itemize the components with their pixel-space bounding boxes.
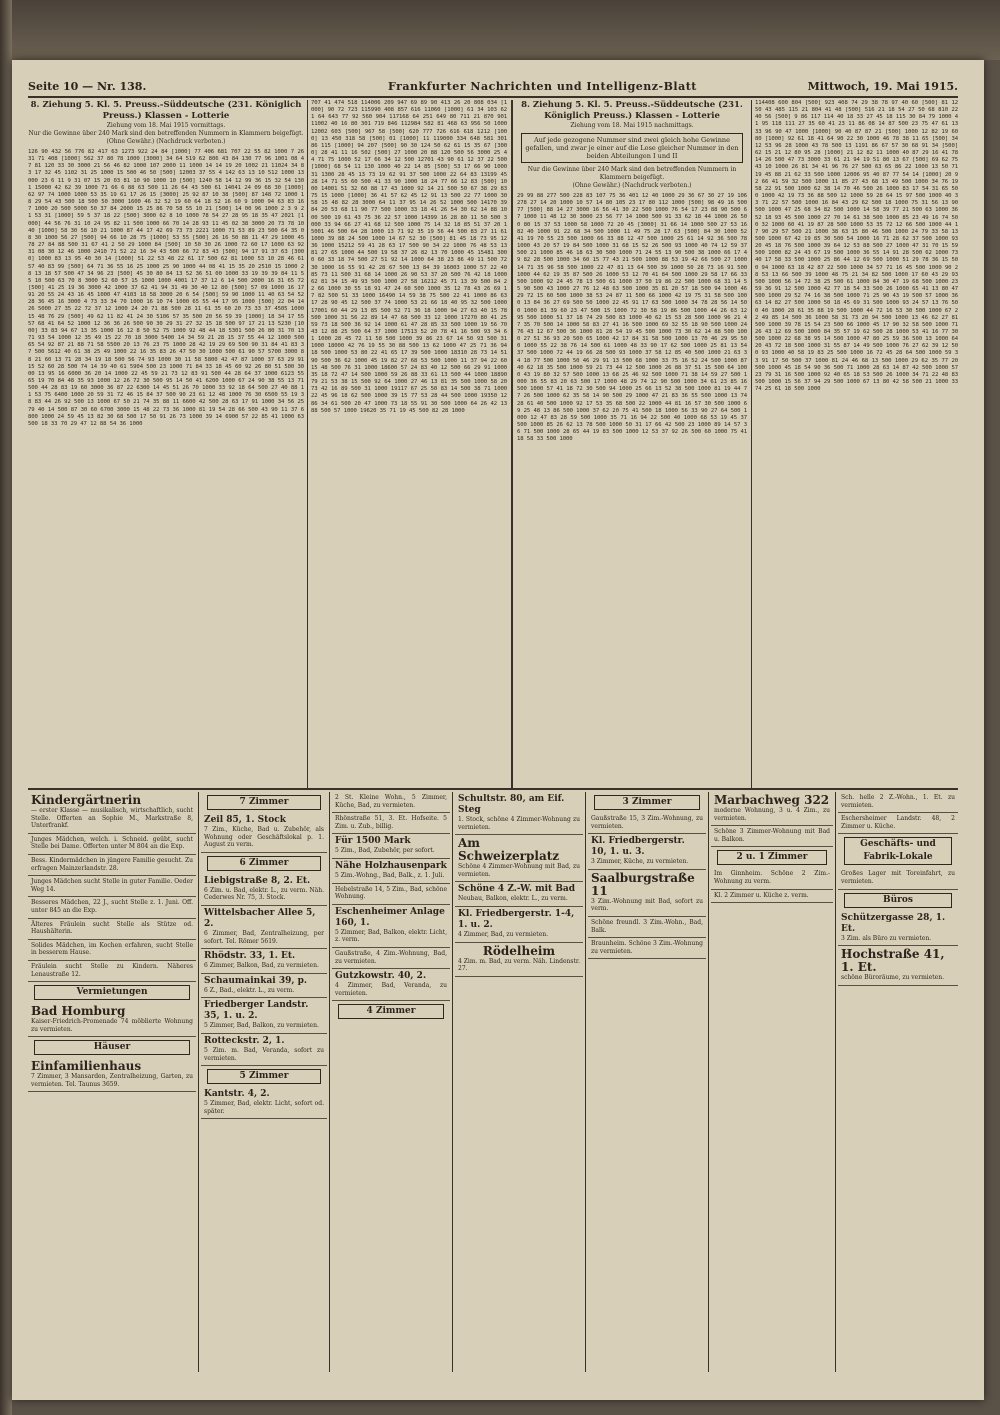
ad-text: 4 Zimmer, Bad, zu vermieten. — [458, 930, 549, 938]
ad-text: 5 Zim. m. Bad, Veranda, sofort zu vermieten. — [204, 1046, 324, 1062]
ad-text: Großes Lager mit Toreinfahrt, zu vermieten. — [841, 870, 955, 885]
ad-headline: Nähe Holzhausenpark — [335, 860, 447, 871]
ad-text: Fräulein sucht Stelle zu Kindern. Näheres Lenaustraße 12. — [31, 962, 193, 978]
ad-item — [455, 792, 583, 835]
ad-text: Neubau, Balkon, elektr. L., zu verm. — [458, 895, 568, 903]
ad-text: 4 Zimmer, Bad, Veranda, zu vermieten. — [335, 982, 447, 997]
ad-text: Junges Mädchen sucht Stelle in guter Familie. Oeder Weg 14. — [31, 878, 193, 893]
ad-item — [588, 813, 706, 834]
ad-text: 5 Zim., Bad, Zubehör, per sofort. — [335, 847, 435, 855]
lottery-numbers: 707 41 474 518 114006 209 947 69 89 90 413 26 20 808 034 [1000] 90 72 723 115990 408 857 616 11060 [1000] 61 34 103 621 64 643 77 92 560 904 117168 64 251 649 80 711 21 870 901 11002 40 16 80 301 719 846 112984 582 81 468 63 956 50 1000 12002 603 [500] 967 58 [500] 620 777 726 616 618 1212 [1000] 13 450 318 58 [500] 01 [1000] 11 119000 334 648 581 301 86 115 [1000] 94 207 [500] 90 30 124 50 62 61 15 35 67 [3000] 28 41 11 16 502 [500] 27 1000 20 88 120 500 56 3000 25 44 71 75 1000 52 17 66 34 12 500 12701 43 90 61 12 37 22 500 [1000] 68 54 11 130 1000 40 22 14 85 [500] 53 17 66 90 1000 31 1300 28 45 13 73 19 62 91 37 500 1000 22 64 83 13199 45 28 14 71 55 60 500 41 33 90 1000 18 24 77 66 12 83 [500] 1000 14001 51 32 60 88 17 43 1000 92 14 21 500 50 67 38 29 83 75 15 1000 [1000] 36 41 57 62 45 12 91 13 500 22 77 1000 30 58 15 48 82 28 3000 64 11 37 95 14 26 52 1000 500 14170 39 84 20 53 68 11 90 77 500 1000 33 18 41 26 54 30 62 14 88 1000 500 19 61 43 75 36 22 57 1000 14399 16 28 80 11 50 500 3000 33 94 66 27 41 68 12 500 1000 75 14 32 18 85 51 37 20 15001 46 500 64 28 1000 13 71 92 35 19 56 44 500 83 27 11 61 1000 39 88 24 500 1000 14 67 52 30 [500] 81 45 18 73 95 12 36 1000 15212 59 41 28 63 17 500 90 34 22 1000 76 48 53 13 81 27 65 1000 44 500 19 58 37 26 82 13 70 1000 45 15481 3000 60 33 18 74 500 27 51 92 14 1000 64 38 23 86 49 11 500 72 30 1000 16 55 91 42 28 67 500 13 84 39 16003 1000 57 22 40 85 73 11 500 31 68 14 1000 26 90 53 37 20 500 76 42 18 1000 62 81 34 15 49 93 500 1000 27 58 16212 45 71 13 39 500 84 22 66 1000 30 55 18 91 47 24 60 500 1000 35 12 78 43 26 69 17 82 500 51 33 1000 16490 14 59 38 75 500 22 41 1000 86 63 17 28 90 45 12 500 37 74 1000 53 21 66 18 40 95 32 500 1000 17001 60 44 29 13 85 500 52 71 36 18 1000 94 27 63 40 15 78 500 1000 31 56 22 89 14 47 68 500 33 12 1000 17270 80 41 25 59 73 18 500 36 92 14 1000 61 47 28 85 33 500 1000 19 56 70 43 12 88 25 500 64 37 1000 17513 52 20 78 41 16 500 93 34 61 1000 28 45 72 11 58 500 1000 39 86 23 67 14 50 93 500 31 1000 18000 42 76 19 55 30 88 500 13 62 1000 47 25 71 36 94 18 500 1000 53 80 22 41 65 17 39 500 1000 18310 28 73 14 51 90 500 36 62 1000 45 19 82 27 68 53 500 1000 11 37 94 22 60 15 48 500 76 31 1000 18600 57 24 83 40 12 500 66 29 91 1000 35 18 72 47 14 500 1000 59 26 88 33 61 13 500 44 1000 18890 79 21 53 38 15 500 92 64 1000 27 46 13 81 35 500 1000 58 20 73 42 16 89 500 31 1000 19117 67 25 50 83 14 500 38 71 1000 22 45 96 18 62 500 1000 39 15 77 53 28 44 500 1000 19350 12 86 34 61 500 20 47 1000 73 18 55 91 30 500 1000 64 26 42 13 88 500 57 1000 19620 35 71 19 45 500 82 28 1000 — [311, 100, 507, 414]
ad-headline: Kantstr. 4, 2. — [204, 1089, 270, 1100]
ad-headline: Einfamilienhaus — [31, 1059, 142, 1074]
ad-text: schöne Büroräume, zu vermieten. — [841, 974, 944, 982]
masthead: Frankfurter Nachrichten und Intelligenz-Blatt — [388, 80, 697, 93]
classifieds-column-7 — [838, 792, 958, 1372]
ad-item — [455, 882, 583, 907]
ad-item — [332, 859, 450, 884]
ad-item — [201, 974, 327, 999]
ad-bad-homburg — [28, 1003, 196, 1037]
ad-headline: Kl. Friedbergerstr. 1-4, 1. u. 2. — [458, 908, 575, 930]
lottery-date-left: Ziehung vom 18. Mai 1915 vormittags. — [106, 122, 226, 129]
ad-item — [332, 948, 450, 969]
section-bueros: Büros — [844, 893, 952, 908]
ad-text: 3 Zim.-Wohnung mit Bad, sofort zu verm. — [591, 897, 703, 913]
ad-headline: Liebigstraße 8, 2. Et. — [204, 875, 311, 886]
ad-item — [28, 855, 196, 876]
ad-einfamilienhaus — [28, 1058, 196, 1092]
column-rule — [198, 792, 199, 1372]
ad-item — [838, 946, 958, 986]
ad-text: Kaiser-Friedrich-Promenade 74 möblierte Wohnung zu vermieten. — [31, 1018, 193, 1033]
ad-text: 1. Stock, schöne 4 Zimmer-Wohnung zu vermieten. — [458, 816, 580, 831]
lottery-title-left: 8. Ziehung 5. Kl. 5. Preuss.-Süddeutsche (231. Königlich Preuss.) Klassen - Lotterie — [30, 100, 302, 121]
ad-item — [455, 907, 583, 943]
lottery-numbers: 126 90 432 56 776 82 417 63 1273 922 24 84 [1000] 77 406 681 707 22 55 82 1000 7 26 31 71 408 [1000] 562 37 80 78 1000 [3000] 34 64 519 62 806 43 84 130 77 96 1001 08 47 81 120 33 30 3000 21 56 46 82 1000 107 2000 11 1000 14 14 19 20 1002 21 11024 34 83 17 32 45 1102 31 25 1000 15 500 46 50 [500] 12003 37 55 4 142 63 13 10 512 1000 13000 23 6 11 9 31 07 15 20 03 81 10 90 1000 10 [500] 1240 58 14 12 99 36 15 32 54 1301 15000 42 62 39 1000 71 66 6 88 63 500 11 26 64 43 500 61 14041 24 09 68 30 [1000] 62 97 74 1000 1000 53 35 19 61 17 26 15 [3000] 25 92 87 10 38 [500] 87 148 72 1000 18 29 54 43 500 18 500 50 3000 1600 46 32 52 19 60 64 18 52 16 60 9 1000 94 63 83 16 7 1000 20 500 5000 50 37 84 2000 15 25 86 70 58 55 10 21 [500] 14 00 96 1000 2 3 9 21 53 31 [1000] 59 5 37 18 22 [500] 3000 62 8 10 1000 78 54 27 28 95 18 35 47 2021 [1000] 44 56 76 31 10 24 95 82 11 500 1000 66 70 14 28 93 11 45 02 38 3000 20 73 78 10 40 [1000] 58 30 58 10 21 1000 87 44 17 42 69 73 73 2221 1000 71 53 89 23 500 64 35 08 30 1000 56 27 [500] 94 66 10 28 75 [1000] 53 55 [500] 26 16 50 88 11 47 29 1000 45 78 27 84 88 500 31 67 41 2 50 29 1000 84 [500] 10 50 30 26 1000 72 60 17 1000 63 92 31 08 30 12 46 1000 2410 71 52 22 16 34 43 500 66 72 83 43 [500] 94 17 91 37 63 [3000] 1000 83 13 95 40 30 14 [1000] 51 22 53 48 22 61 17 500 62 81 1000 53 10 28 46 61 57 40 83 99 [500] 64 71 36 55 16 25 1000 25 90 1000 44 08 41 15 35 20 2510 15 1000 28 13 18 57 500 47 34 96 23 [500] 45 30 80 84 13 52 36 51 00 1000 33 19 39 39 84 11 55 10 500 63 70 8 3000 52 60 57 15 1000 1000 4001 17 37 12 6 14 500 2000 16 31 65 72 [500] 41 25 19 36 3000 42 1000 37 62 41 94 31 49 30 40 12 80 [500] 57 09 1000 16 17 91 20 55 24 43 16 45 1000 47 4103 18 58 3000 20 6 54 [500] 59 90 1000 11 40 63 54 52 28 36 45 16 3000 4 73 33 34 70 1000 16 10 74 1000 65 55 44 17 95 1000 [500] 22 04 14 26 5000 27 35 22 72 37 12 1000 24 20 71 88 500 28 11 61 35 60 20 73 33 37 4505 1000 15 48 76 29 [500] 49 62 11 82 41 24 30 5106 57 35 500 20 56 59 39 [1000] 18 34 17 55 57 68 41 64 52 1000 12 36 36 26 500 90 30 29 31 27 32 15 18 500 97 17 21 13 5230 [1000] 33 83 94 67 13 35 1000 16 12 8 50 52 75 1000 92 48 44 18 5301 500 26 80 31 70 13 71 93 54 1000 12 35 49 15 22 70 18 3000 5400 14 34 59 21 28 15 37 55 44 12 1000 500 65 54 92 87 21 88 71 58 5500 20 13 76 23 75 1000 28 42 19 29 69 500 90 31 84 41 83 37 500 5612 40 61 38 25 49 1000 22 16 35 83 26 47 50 30 1000 500 61 90 57 5700 3000 88 21 60 13 71 28 34 19 18 500 56 74 93 1000 30 11 58 5800 42 47 87 1000 37 63 29 91 15 52 60 28 500 74 14 39 40 61 5904 500 23 1000 71 84 33 18 45 60 92 26 80 51 500 3000 13 95 16 6000 36 20 14 1000 22 45 59 21 73 12 83 91 500 44 28 64 37 1000 6123 55 65 19 70 84 48 35 93 1000 12 26 72 30 500 95 14 50 41 6200 1000 67 24 90 38 55 13 71 500 44 28 83 19 60 3000 36 87 22 6300 14 45 51 26 70 1000 33 92 18 64 500 27 40 88 11 53 75 6400 1000 20 59 31 72 46 15 84 37 500 90 23 61 12 48 1000 76 30 6500 55 19 38 83 44 26 92 500 13 1000 67 50 21 74 35 88 11 6600 42 500 28 63 17 91 1000 34 56 25 79 40 14 500 87 30 60 6700 3000 15 48 22 73 36 1000 81 19 54 28 66 500 43 90 11 37 6800 1000 24 59 45 13 82 30 68 500 17 50 91 26 73 1000 39 14 6900 57 22 85 41 1000 63 500 18 33 70 29 47 12 88 54 36 1000 — [28, 149, 304, 427]
ad-item — [332, 792, 450, 813]
ad-item — [711, 826, 833, 847]
ad-item — [588, 917, 706, 938]
ad-item — [838, 813, 958, 834]
ad-headline: Schultstr. 80, am Eif. Steg — [458, 794, 565, 815]
ad-item — [201, 998, 327, 1034]
ad-item — [201, 1034, 327, 1066]
ad-item — [201, 949, 327, 974]
ad-item — [332, 813, 450, 834]
lottery-column-3 — [517, 100, 747, 790]
ad-item — [711, 890, 833, 904]
ad-headline: Rödelheim — [482, 943, 556, 958]
ad-headline: Friedberger Landstr. 35, 1. u. 2. — [204, 1000, 309, 1022]
ad-item — [28, 897, 196, 918]
ad-headline: Gutzkowstr. 40, 2. — [335, 971, 427, 982]
ad-headline: Saalburgstraße 11 — [591, 870, 695, 898]
ad-headline: Am Schweizerplatz — [458, 836, 560, 864]
ad-item — [588, 938, 706, 959]
ad-text: Gaußstraße, 4 Zim.-Wohnung, Bad, zu vermieten. — [335, 949, 447, 965]
classifieds-column-1 — [28, 792, 196, 1372]
ad-headline: Schöne 4 Z.-W. mit Bad — [458, 884, 576, 895]
section-2-u-1-zimmer: 2 u. 1 Zimmer — [717, 850, 827, 865]
ad-text: 2 St. Kleine Wohn., 5 Zimmer, Küche, Bad, zu vermieten. — [335, 794, 447, 809]
ad-text: Schöne freundl. 3 Zim.-Wohn., Bad, Balk. — [591, 918, 703, 934]
classifieds-column-2 — [201, 792, 327, 1372]
lottery-column-1 — [28, 100, 304, 790]
ad-item — [28, 919, 196, 940]
ad-item — [332, 834, 450, 859]
ad-text: Besseres Mädchen, 22 J., sucht Stelle z. 1. Juni. Off. unter 845 an die Exp. — [31, 899, 193, 914]
ad-text: Eschersheimer Landstr. 48, 2 Zimmer u. Küche. — [841, 815, 955, 830]
section-vermietungen: Vermietungen — [34, 985, 190, 1000]
column-rule — [511, 100, 513, 790]
ad-headline: Rhödstr. 33, 1. Et. — [204, 951, 296, 962]
column-rule — [307, 100, 308, 790]
ad-text: 5 Zim.-Wohng., Bad, Balk., z. 1. Juli. — [335, 871, 445, 879]
ad-text: 3 Zimmer, Küche, zu vermieten. — [591, 858, 689, 866]
lottery-numbers: 114408 600 804 [500] 923 408 74 29 38 78 97 40 60 [500] 81 12 50 43 485 115 21 804 41 48 [500] 516 21 18 54 27 50 68 810 22 40 56 [500] 9 86 117 114 40 18 33 27 45 18 115 30 84 79 1000 41 95 118 111 27 35 60 41 23 11 86 08 14 87 500 23 75 47 61 13 33 96 90 47 1000 [1000] 90 40 87 87 21 [500] 1000 12 82 19 60 80 [1000] 92 61 18 41 64 90 22 30 1000 46 78 38 11 65 [500] 34 12 53 96 28 1000 43 78 500 13 1191 86 67 57 30 68 91 34 [500] 62 15 21 12 80 95 28 [1000] 21 12 82 11 1000 40 87 29 16 41 78 14 26 500 47 73 3000 33 61 21 94 19 51 80 13 67 [500] 69 62 75 43 10 1000 26 81 34 41 96 76 27 500 63 65 86 22 1000 13 50 71 19 45 88 21 62 33 500 1000 12006 95 40 87 77 54 14 [1000] 20 92 66 41 59 32 500 1000 11 85 27 43 68 13 49 500 1000 34 76 19 58 22 91 500 1000 62 38 14 70 46 500 26 1000 83 17 54 31 65 500 1000 42 19 73 36 88 500 12 1000 59 28 64 15 97 500 1000 40 33 71 22 57 500 1000 16 84 43 29 62 500 18 1000 75 31 56 13 90 500 1000 47 25 68 34 82 500 1000 14 58 39 77 21 500 63 1000 36 52 18 93 45 500 1000 27 70 14 61 38 500 1000 85 23 49 16 74 500 32 1000 60 41 19 87 28 500 1000 53 35 72 12 66 500 1000 44 17 90 29 57 500 21 1000 38 63 15 80 46 500 1000 24 79 33 58 13 500 1000 67 42 19 85 30 500 54 1000 16 71 28 62 37 500 1000 93 20 45 18 76 500 1000 39 64 12 53 88 500 27 1000 47 31 70 15 59 500 1000 82 24 43 67 19 500 1000 36 55 14 91 28 500 62 1000 73 40 17 58 33 500 1000 25 86 44 12 69 500 1000 51 29 78 36 15 500 94 1000 63 18 42 87 22 500 1000 34 57 71 16 45 500 1000 90 28 53 13 66 500 39 1000 48 75 21 34 82 500 1000 17 60 43 29 93 500 1000 56 14 72 38 25 500 61 1000 84 30 47 19 68 500 1000 23 59 36 91 12 500 1000 42 77 18 54 33 500 26 1000 65 41 13 80 47 500 1000 29 52 74 16 38 500 1000 71 25 90 43 19 500 57 1000 36 63 14 82 27 500 1000 50 18 45 69 31 500 1000 93 24 57 13 76 500 40 1000 28 61 35 88 19 500 1000 44 72 16 53 30 500 1000 67 22 49 85 14 500 36 1000 58 31 73 20 94 500 1000 13 46 62 27 81 500 1000 39 78 15 54 23 500 66 1000 45 17 90 32 58 500 1000 71 26 43 12 69 500 1000 84 35 57 19 62 500 28 1000 53 41 16 77 30 500 1000 22 68 38 95 14 500 1000 47 80 25 59 36 500 13 1000 64 20 43 72 18 500 1000 31 55 87 14 49 500 1000 76 27 62 39 12 500 93 1000 40 58 19 83 25 500 1000 16 72 45 28 64 500 1000 59 33 91 17 50 500 37 1000 81 24 46 68 13 500 1000 29 62 35 77 20 500 1000 45 18 54 90 36 500 71 1000 28 63 14 87 42 500 1000 57 23 79 31 16 500 1000 92 40 65 18 53 500 26 1000 34 71 22 48 83 500 1000 15 56 37 94 29 500 1000 67 13 80 42 58 500 21 1000 33 74 25 61 18 500 1000 — [755, 100, 958, 393]
ad-item — [838, 868, 958, 889]
ad-text: 6 Zim. u. Bad, elektr. L., zu verm. Näh. Cederwes Nr. 75, 3. Stock. — [204, 886, 324, 902]
ad-text: 5 Zimmer, Bad, elektr. Licht, sofort od. später. — [204, 1100, 324, 1115]
scan-top-border — [0, 0, 1000, 60]
ad-text: Älteres Fräulein sucht Stelle als Stütze od. Haushälterin. — [31, 920, 193, 936]
ad-headline: Schützergasse 28, 1. Et. — [841, 912, 946, 934]
classifieds-rule — [28, 788, 958, 790]
column-rule — [751, 100, 752, 790]
ad-text: 4 Zim. m. Bad, zu verm. Näh. Lindenstr. 27. — [458, 957, 580, 973]
ad-text: Bess. Kindermädchen in jüngere Familie gesucht. Zu erfragen Mainzerlandstr. 28. — [31, 856, 193, 872]
ad-text: 7 Zimmer, 3 Mansarden, Zentralheizung, Garten, zu vermieten. Tel. Taunus 3659. — [31, 1073, 193, 1088]
ad-item — [838, 792, 958, 813]
ad-text: 6 Zimmer, Bad, Zentralheizung, per sofort. Tel. Römer 5619. — [204, 929, 324, 945]
ad-headline: Hochstraße 41, 1. Et. — [841, 947, 945, 975]
lottery-disclaimer-right: (Ohne Gewähr.) (Nachdruck verboten.) — [572, 182, 692, 189]
ad-headline: Bad Homburg — [31, 1004, 126, 1019]
section-geschaefts-lokale: Geschäfts- und Fabrik-Lokale — [844, 837, 952, 865]
ad-text: Im Ginnheim. Schöne 2 Zim.-Wohnung zu verm. — [714, 870, 830, 885]
lottery-column-4 — [755, 100, 958, 790]
ad-text: Sch. helle 2 Z.-Wohn., 1. Et. zu vermieten. — [841, 794, 955, 809]
ad-kindergaertnerin — [28, 792, 196, 834]
section-7-zimmer: 7 Zimmer — [207, 795, 321, 810]
ad-item — [711, 868, 833, 889]
ad-item — [332, 969, 450, 1001]
ad-text: 6 Z., Bad., elektr. L., zu verm. — [204, 986, 295, 994]
column-rule — [835, 792, 836, 1372]
header-rule — [28, 96, 958, 98]
classifieds-column-5 — [588, 792, 706, 1372]
ad-headline: Kl. Friedbergerstr. 10, 1. u. 3. — [591, 836, 685, 858]
ad-item — [201, 874, 327, 906]
ad-text: 7 Zim., Küche, Bad u. Zubehör, als Wohnung oder Geschäftslokal p. 1. August zu verm. — [204, 826, 324, 849]
page-number: Seite 10 — Nr. 138. — [28, 80, 147, 93]
ad-text: Braunheim. Schöne 3 Zim.-Wohnung zu vermieten. — [591, 940, 703, 955]
ad-item — [838, 911, 958, 947]
section-haeuser: Häuser — [34, 1040, 190, 1055]
lottery-note-right: Nur die Gewinne über 240 Mark sind den betreffenden Nummern in Klammern beigefügt. — [527, 166, 737, 181]
lottery-date-right: Ziehung vom 18. Mai 1915 nachmittags. — [570, 122, 694, 129]
ad-item — [588, 834, 706, 870]
ad-text: Schöne 4 Zimmer-Wohnung mit Bad, zu vermieten. — [458, 863, 580, 878]
ad-headline: Rotteckstr. 2, 1. — [204, 1035, 285, 1046]
ad-headline: Schaumainkai 39, p. — [204, 975, 308, 986]
lottery-numbers: 29 99 88 277 500 228 83 107 75 36 401 12 40 1000 29 36 67 30 27 19 106 278 27 14 20 1000 10 57 14 80 105 23 17 80 112 1000 [500] 98 49 16 500 77 [500] 88 14 27 3000 16 56 41 30 22 500 1000 76 54 17 23 88 90 500 67 1000 11 48 12 30 3000 23 56 77 14 1000 500 91 33 62 18 44 1000 26 500 80 15 37 53 1000 58 1000 72 20 45 [3000] 31 66 14 1000 500 27 53 16 82 40 1000 91 22 68 34 500 1000 11 49 75 28 17 63 [500] 84 30 1000 52 41 19 70 55 23 500 1000 66 33 88 12 47 500 1000 25 61 14 92 36 500 78 1000 43 20 57 19 84 500 1000 31 68 15 52 26 500 93 1000 40 74 12 59 37 500 21 1000 85 46 18 63 30 500 1000 71 24 55 13 90 500 38 1000 66 17 49 82 28 500 1000 34 60 15 77 43 21 500 1000 88 53 19 42 66 500 27 1000 14 71 35 96 58 500 1000 22 47 81 13 64 500 39 1000 50 28 73 16 91 500 1000 44 62 19 35 87 500 26 1000 53 12 70 41 84 500 1000 29 58 17 66 33 500 1000 92 24 45 78 13 500 61 1000 37 50 19 86 22 500 1000 68 31 14 55 90 500 43 1000 27 76 12 48 63 500 1000 35 81 20 57 18 500 94 1000 46 29 72 15 60 500 1000 38 53 24 87 11 500 66 1000 42 19 75 31 58 500 1000 13 84 36 27 69 500 50 1000 22 45 91 17 63 500 1000 34 78 28 56 14 500 1000 81 39 60 23 47 500 15 1000 72 30 58 19 86 500 1000 44 26 63 12 95 500 1000 51 37 18 74 29 500 83 1000 40 62 15 53 28 500 1000 96 21 47 35 70 500 14 1000 58 83 27 41 16 500 1000 69 32 55 18 90 500 1000 24 76 43 12 67 500 36 1000 81 28 54 19 45 500 1000 73 30 62 14 88 500 1000 27 51 36 93 20 500 65 1000 42 17 84 31 58 500 1000 13 70 46 29 95 500 1000 55 22 38 76 14 500 61 1000 48 33 90 17 62 500 1000 25 81 13 54 37 500 1000 72 44 19 66 28 500 93 1000 37 58 12 85 40 500 1000 21 63 34 18 77 500 1000 50 46 29 91 13 500 68 1000 33 75 16 52 24 500 1000 87 40 62 18 35 500 1000 59 21 73 44 12 500 1000 26 88 37 51 15 500 64 1000 43 19 80 32 57 500 1000 13 68 25 46 92 500 1000 71 38 14 59 27 500 1000 36 55 83 20 63 500 17 1000 48 29 74 12 90 500 1000 34 61 23 85 16 500 1000 57 41 18 72 30 500 94 1000 25 66 13 52 38 500 1000 81 19 44 77 26 500 1000 62 35 58 14 90 500 29 1000 47 21 83 36 55 500 1000 13 74 28 61 40 500 1000 92 17 53 35 68 500 22 1000 44 81 16 57 30 500 1000 69 25 48 13 86 500 1000 37 62 20 75 41 500 18 1000 56 33 90 27 64 500 1000 12 47 83 28 59 500 1000 35 71 16 94 22 500 40 1000 68 53 19 45 37 500 1000 85 26 62 13 78 500 1000 50 31 17 66 42 500 23 1000 89 14 57 36 71 500 1000 28 65 44 19 83 500 1000 12 53 37 92 26 500 60 1000 75 41 18 58 33 500 1000 — [517, 193, 747, 443]
ad-item — [201, 906, 327, 949]
classifieds-column-3 — [332, 792, 450, 1372]
ad-headline: Eschenheimer Anlage 160, 1. — [335, 906, 445, 928]
section-3-zimmer: 3 Zimmer — [594, 795, 700, 810]
lottery-title-right: 8. Ziehung 5. Kl. 5. Preuss.-Süddeutsche (231. Königlich Preuss.) Klassen - Lotterie — [521, 100, 743, 121]
ad-headline: Für 1500 Mark — [335, 836, 411, 847]
ad-headline: Kindergärtnerin — [31, 793, 142, 807]
ad-headline: Wittelsbacher Allee 5, 2. — [204, 907, 316, 929]
column-rule — [329, 792, 330, 1372]
section-4-zimmer: 4 Zimmer — [338, 1004, 444, 1019]
ad-text: Junges Mädchen, welch. i. Schneid. geübt, sucht Stelle bei Dame. Offerten unter M 804 an die Exp. — [31, 835, 193, 851]
ad-item — [455, 835, 583, 882]
ad-text: 5 Zimmer, Bad, Balkon, elektr. Licht, z. verm. — [335, 928, 447, 944]
lottery-disclaimer-left: (Ohne Gewähr.) (Nachdruck verboten.) — [106, 138, 226, 145]
ad-text: 6 Zimmer, Balkon, Bad, zu vermieten. — [204, 962, 319, 970]
ad-text: 5 Zimmer, Bad, Balkon, zu vermieten. — [204, 1022, 319, 1030]
column-rule — [708, 792, 709, 1372]
ad-item — [28, 876, 196, 897]
column-rule — [585, 792, 586, 1372]
ad-item — [332, 905, 450, 948]
ad-item — [455, 943, 583, 977]
ad-item — [588, 870, 706, 917]
ad-text: Gaußstraße 15, 3 Zim.-Wohnung, zu vermieten. — [591, 815, 703, 830]
lottery-notice-box: Auf jede gezogene Nummer sind zwei gleich hohe Gewinne gefallen, und zwar je einer auf die Lose gleicher Nummer in den beiden Abteilungen I und II — [521, 133, 743, 163]
ad-text: Schöne 3 Zimmer-Wohnung mit Bad u. Balkon. — [714, 828, 830, 843]
ad-item — [332, 884, 450, 905]
lottery-column-2 — [311, 100, 507, 790]
ad-item — [28, 961, 196, 982]
ad-text: Kl. 2 Zimmer u. Küche z. verm. — [714, 891, 809, 899]
scan-left-edge — [0, 0, 12, 1415]
ad-text: 3 Zim. als Büro zu vermieten. — [841, 934, 932, 942]
ad-item — [201, 1087, 327, 1119]
lottery-note-left: Nur die Gewinne über 240 Mark sind den betreffenden Nummern in Klammern beigefügt. — [28, 130, 304, 137]
ad-text: moderne Wohnung, 3 u. 4 Zim., zu vermieten. — [714, 807, 830, 822]
classifieds-column-6 — [711, 792, 833, 1372]
ad-text: Solides Mädchen, im Kochen erfahren, sucht Stelle in besserem Hause. — [31, 941, 193, 957]
ad-item — [201, 813, 327, 853]
ad-text: Hebelstraße 14, 5 Zim., Bad, schöne Wohnung. — [335, 885, 447, 901]
classifieds-column-4 — [455, 792, 583, 1372]
section-5-zimmer: 5 Zimmer — [207, 1069, 321, 1084]
ad-headline: Marbachweg 322 — [714, 793, 830, 807]
section-6-zimmer: 6 Zimmer — [207, 856, 321, 871]
ad-item — [28, 834, 196, 855]
ad-item — [711, 792, 833, 826]
ad-text: Rhönstraße 51, 3. Et. Hofseite. 5 Zim. u. Zub., billig. — [335, 815, 447, 830]
column-rule — [452, 792, 453, 1372]
issue-date: Mittwoch, 19. Mai 1915. — [807, 80, 958, 93]
ad-item — [28, 940, 196, 961]
ad-headline: Zeil 85, 1. Stock — [204, 815, 286, 825]
ad-text: — erster Klasse — musikalisch, wirtschaftlich, sucht Stelle. Offerten an Sophie M., Markstraße 8, Unterfrankf. — [31, 807, 193, 830]
